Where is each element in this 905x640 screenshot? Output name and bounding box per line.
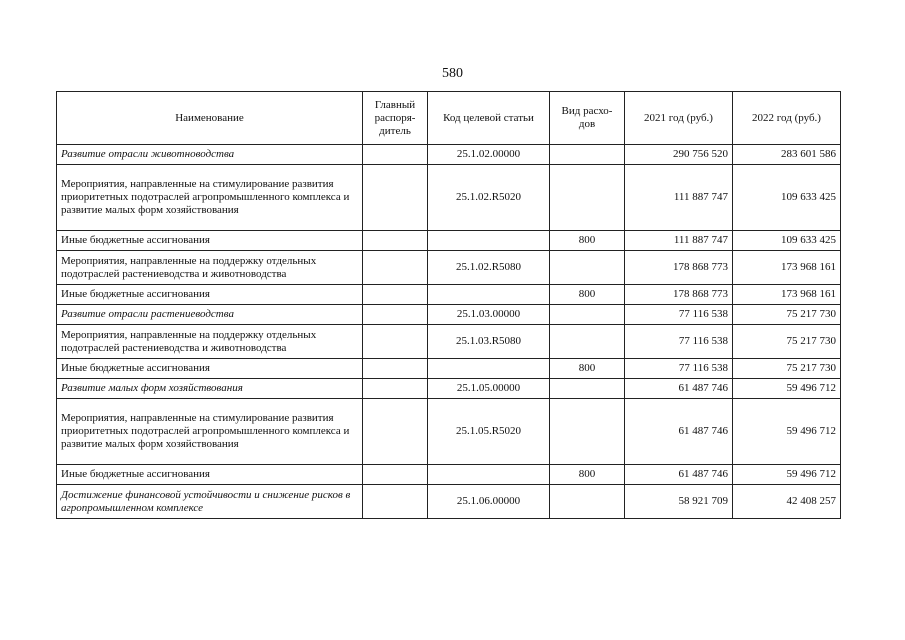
row-code: 25.1.06.00000 [428,485,550,519]
row-2021: 77 116 538 [625,325,733,359]
row-code [428,285,550,305]
row-2021: 111 887 747 [625,231,733,251]
table-row [57,305,841,325]
table-row [57,379,841,399]
row-manager [363,359,428,379]
header-vid: Вид расхо-дов [550,92,625,145]
row-vid [550,325,625,359]
row-manager [363,251,428,285]
row-manager [363,485,428,519]
header-2021: 2021 год (руб.) [625,92,733,145]
row-name: Иные бюджетные ассигнования [57,285,363,305]
row-manager [363,145,428,165]
row-code: 25.1.03.R5080 [428,325,550,359]
row-manager [363,165,428,231]
row-manager [363,325,428,359]
row-manager [363,285,428,305]
row-2021: 178 868 773 [625,251,733,285]
row-2022: 75 217 730 [733,325,841,359]
row-2022: 42 408 257 [733,485,841,519]
row-2021: 61 487 746 [625,399,733,465]
table-row [57,285,841,305]
row-name: Достижение финансовой устойчивости и снижение рисков в агропромышленном комплексе [57,485,363,519]
row-name: Иные бюджетные ассигнования [57,359,363,379]
row-vid: 800 [550,465,625,485]
row-2021: 178 868 773 [625,285,733,305]
table-row [57,485,841,519]
row-name: Иные бюджетные ассигнования [57,465,363,485]
row-vid: 800 [550,359,625,379]
row-manager [363,465,428,485]
row-2022: 109 633 425 [733,231,841,251]
table-row [57,359,841,379]
row-2022: 59 496 712 [733,465,841,485]
table-row [57,399,841,465]
row-2021: 77 116 538 [625,305,733,325]
row-manager [363,305,428,325]
header-name: Наименование [57,92,363,145]
header-code: Код целевой статьи [428,92,550,145]
row-vid [550,399,625,465]
row-2022: 59 496 712 [733,399,841,465]
row-code [428,231,550,251]
row-code: 25.1.02.R5080 [428,251,550,285]
row-name: Иные бюджетные ассигнования [57,231,363,251]
row-2022: 173 968 161 [733,285,841,305]
table-row [57,231,841,251]
row-name: Мероприятия, направленные на стимулирование развития приоритетных подотраслей агропромышленного комплекса и развитие малых форм хозяйствования [57,399,363,465]
row-2021: 58 921 709 [625,485,733,519]
row-code: 25.1.02.R5020 [428,165,550,231]
row-vid: 800 [550,231,625,251]
header-2022: 2022 год (руб.) [733,92,841,145]
row-2022: 75 217 730 [733,359,841,379]
row-vid [550,165,625,231]
row-2021: 290 756 520 [625,145,733,165]
row-manager [363,399,428,465]
table-row [57,251,841,285]
row-2022: 283 601 586 [733,145,841,165]
row-vid [550,379,625,399]
row-manager [363,231,428,251]
row-code: 25.1.02.00000 [428,145,550,165]
table-row [57,145,841,165]
row-name: Мероприятия, направленные на стимулирование развития приоритетных подотраслей агропромышленного комплекса и развитие малых форм хозяйствования [57,165,363,231]
row-vid [550,145,625,165]
page-number: 580 [442,66,463,81]
row-2022: 173 968 161 [733,251,841,285]
budget-table [56,91,841,519]
row-2022: 109 633 425 [733,165,841,231]
row-name: Мероприятия, направленные на поддержку отдельных подотраслей растениеводства и животноводства [57,251,363,285]
row-code: 25.1.03.00000 [428,305,550,325]
row-vid [550,251,625,285]
row-code: 25.1.05.R5020 [428,399,550,465]
row-code: 25.1.05.00000 [428,379,550,399]
table-header-row [57,92,841,145]
row-vid [550,305,625,325]
row-2021: 61 487 746 [625,465,733,485]
header-manager: Главный распоря-дитель [363,92,428,145]
row-vid: 800 [550,285,625,305]
row-code [428,359,550,379]
table-row [57,465,841,485]
table-row [57,325,841,359]
table-row [57,165,841,231]
row-2022: 59 496 712 [733,379,841,399]
row-2021: 111 887 747 [625,165,733,231]
row-manager [363,379,428,399]
row-name: Развитие отрасли животноводства [57,145,363,165]
row-2021: 77 116 538 [625,359,733,379]
row-name: Развитие отрасли растениеводства [57,305,363,325]
row-name: Развитие малых форм хозяйствования [57,379,363,399]
row-name: Мероприятия, направленные на поддержку отдельных подотраслей растениеводства и животноводства [57,325,363,359]
row-2021: 61 487 746 [625,379,733,399]
row-vid [550,485,625,519]
row-code [428,465,550,485]
row-2022: 75 217 730 [733,305,841,325]
